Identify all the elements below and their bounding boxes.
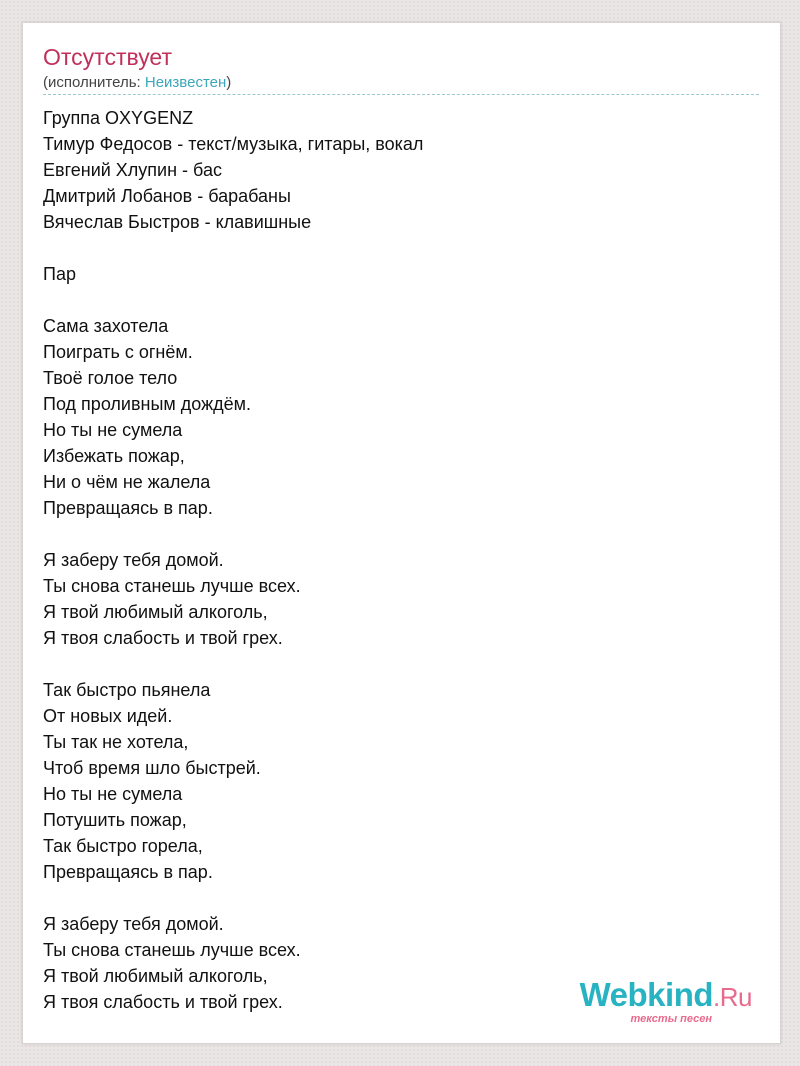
lyrics-line: Потушить пожар, (43, 810, 187, 830)
lyrics-line: Я заберу тебя домой. (43, 550, 224, 570)
lyrics-line: Тимур Федосов - текст/музыка, гитары, вокал (43, 134, 424, 154)
lyrics-line: Я твоя слабость и твой грех. (43, 628, 283, 648)
lyrics-blank-line (43, 651, 423, 677)
artist-suffix: ) (226, 74, 232, 91)
lyrics-line: Так быстро пьянела (43, 680, 211, 700)
lyrics-line: Я твой любимый алкоголь, (43, 602, 268, 622)
artist-line (43, 73, 231, 93)
lyrics-line: Превращаясь в пар. (43, 862, 213, 882)
lyrics-line: Но ты не сумела (43, 420, 183, 440)
lyrics-line: Ты так не хотела, (43, 732, 189, 752)
lyrics-blank-line (43, 521, 423, 547)
lyrics-line: Избежать пожар, (43, 446, 185, 466)
lyrics-line: Превращаясь в пар. (43, 498, 213, 518)
lyrics-line: Вячеслав Быстров - клавишные (43, 212, 312, 232)
lyrics-line: Я твой любимый алкоголь, (43, 966, 268, 986)
lyrics-line: Поиграть с огнём. (43, 342, 193, 362)
lyrics-line: Пар (43, 264, 76, 284)
lyrics-line: Сама захотела (43, 316, 169, 336)
artist-link[interactable]: Неизвестен (144, 74, 227, 91)
song-title: Отсутствует (43, 44, 172, 70)
lyrics-card (22, 22, 781, 1044)
lyrics-line: Ты снова станешь лучше всех. (43, 940, 301, 960)
lyrics-blank-line (43, 287, 423, 313)
lyrics-line: Твоё голое тело (43, 368, 178, 388)
lyrics-blank-line (43, 235, 423, 261)
lyrics-line: От новых идей. (43, 706, 173, 726)
lyrics-line: Дмитрий Лобанов - барабаны (43, 186, 291, 206)
logo-wordmark (580, 977, 752, 1015)
lyrics-line: Евгений Хлупин - бас (43, 160, 222, 180)
lyrics-line: Под проливным дождём. (43, 394, 252, 414)
lyrics-line: Чтоб время шло быстрей. (43, 758, 261, 778)
title-divider (43, 94, 759, 95)
logo-tagline: тексты песен (630, 1013, 712, 1025)
logo-main-text: Webkind (579, 976, 714, 1013)
lyrics-line: Но ты не сумела (43, 784, 183, 804)
lyrics-line: Ни о чём не жалела (43, 472, 211, 492)
artist-prefix: (исполнитель: (43, 74, 145, 91)
site-logo[interactable] (552, 977, 752, 1025)
lyrics-line: Я твоя слабость и твой грех. (43, 992, 283, 1012)
lyrics-line: Группа OXYGENZ (43, 108, 194, 128)
lyrics-blank-line (43, 885, 423, 911)
logo-tld: .Ru (713, 982, 752, 1012)
lyrics-line: Так быстро горела, (43, 836, 203, 856)
lyrics-line: Я заберу тебя домой. (43, 914, 224, 934)
lyrics-text (43, 105, 423, 1015)
lyrics-line: Ты снова станешь лучше всех. (43, 576, 301, 596)
